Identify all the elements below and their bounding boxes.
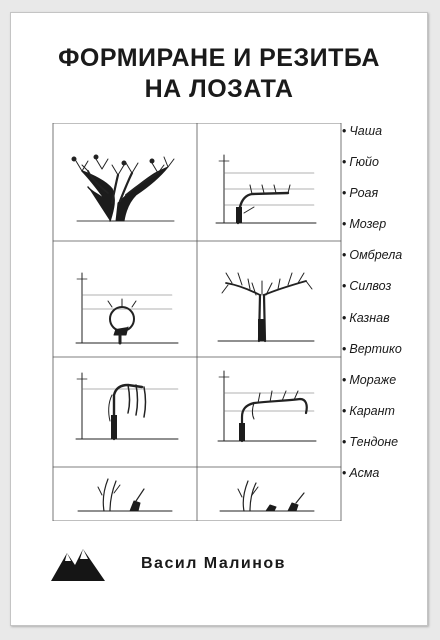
- illustration-grid: [52, 123, 342, 521]
- method-item: • Роая: [342, 186, 379, 201]
- bullet-dot-icon: •: [342, 248, 347, 263]
- method-item: • Мозер: [342, 217, 387, 232]
- mountain-logo-icon: [51, 547, 105, 586]
- arched-vine-sketch: [218, 371, 316, 441]
- method-item: • Омбрела: [342, 248, 403, 263]
- pruning-sketch-left: [78, 479, 172, 511]
- bullet-dot-icon: •: [342, 279, 347, 294]
- method-item: • Казнав: [342, 310, 390, 325]
- method-item: • Силвоз: [342, 279, 392, 294]
- method-item: • Тендоне: [342, 434, 399, 449]
- bullet-dot-icon: •: [342, 310, 347, 325]
- bullet-dot-icon: •: [342, 217, 347, 232]
- pruning-sketch-right: [220, 481, 314, 511]
- book-title: [11, 43, 427, 105]
- method-item: • Мораже: [342, 372, 397, 387]
- title-line-2: НА ЛОЗАТА: [144, 75, 294, 103]
- bullet-dot-icon: •: [342, 155, 347, 170]
- bullet-dot-icon: •: [342, 403, 347, 418]
- method-item: • Чаша: [342, 124, 383, 138]
- bullet-dot-icon: •: [342, 434, 347, 449]
- bullet-dot-icon: •: [342, 124, 347, 138]
- author-name: Васил Малинов: [141, 555, 286, 572]
- title-line-1: ФОРМИРАНЕ И РЕЗИТБА: [58, 44, 380, 72]
- method-item: • Асма: [342, 466, 380, 481]
- guyot-vine-sketch: [216, 155, 316, 223]
- umbrella-vine-sketch: [76, 373, 178, 439]
- bullet-dot-icon: •: [342, 341, 347, 356]
- method-item: • Гюйо: [342, 155, 379, 170]
- royat-vine-sketch: [76, 273, 178, 343]
- bullet-dot-icon: •: [342, 466, 347, 481]
- bullet-dot-icon: •: [342, 372, 347, 387]
- book-cover: [10, 12, 428, 626]
- moser-vine-sketch: [218, 273, 314, 341]
- goblet-vine-sketch: [72, 155, 174, 221]
- training-methods-list: [342, 116, 402, 489]
- bullet-dot-icon: •: [342, 186, 347, 201]
- method-item: • Карант: [342, 403, 395, 418]
- method-item: • Вертико: [342, 341, 402, 356]
